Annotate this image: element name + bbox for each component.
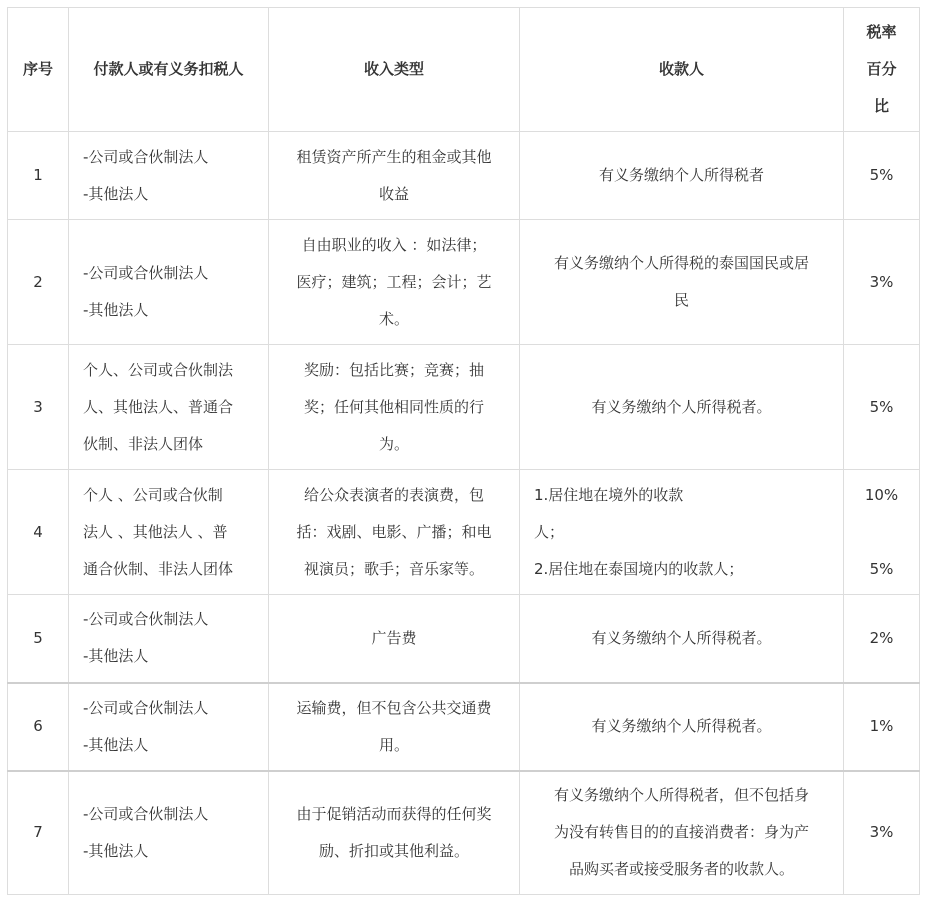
header-row — [8, 8, 920, 132]
cell-line: 有义务缴纳个人所得税者。 — [591, 397, 772, 416]
cell-payee — [520, 470, 844, 595]
cell-line: 品购买者或接受服务者的收款人。 — [568, 860, 794, 879]
cell-line: 1% — [869, 717, 894, 735]
cell-line: 术。 — [378, 309, 409, 328]
cell-income-type — [269, 132, 520, 220]
cell-line: 收益 — [378, 184, 409, 203]
cell-income-type — [269, 345, 520, 470]
cell-line: 2.居住地在泰国境内的收款人； — [534, 559, 744, 578]
cell-line: 个人 、公司或合伙制 — [83, 485, 223, 504]
cell-payer — [69, 470, 269, 595]
cell-line: 有义务缴纳个人所得税者。 — [591, 628, 772, 647]
table-row — [8, 595, 920, 683]
cell-income-type — [269, 470, 520, 595]
cell-income-type — [269, 683, 520, 771]
cell-payee — [520, 683, 844, 771]
cell-line: -公司或合伙制法人 — [83, 698, 209, 717]
cell-line: 为。 — [378, 434, 409, 453]
cell-payee — [520, 132, 844, 220]
cell-line: 伙制、非法人团体 — [83, 434, 204, 453]
cell-payer — [69, 220, 269, 345]
header-payee: 收款人 — [520, 8, 844, 132]
table-row — [8, 345, 920, 470]
header-rate-line: 百分 — [866, 60, 897, 78]
cell-payee — [520, 345, 844, 470]
cell-spacer — [858, 514, 905, 551]
table-row — [8, 683, 920, 771]
cell-line: 视演员；歌手；音乐家等。 — [303, 559, 484, 578]
cell-line: 奖励：包括比赛；竞赛；抽 — [303, 360, 484, 379]
table-row — [8, 132, 920, 220]
cell-line: 运输费，但不包含公共交通费 — [296, 698, 492, 717]
cell-line: -公司或合伙制法人 — [83, 264, 209, 282]
cell-rate — [844, 470, 920, 595]
cell-payer — [69, 132, 269, 220]
cell-line: 有义务缴纳个人所得税者。 — [591, 717, 772, 735]
cell-line: 由于促销活动而获得的任何奖 — [296, 804, 492, 823]
cell-line: 通合伙制、非法人团体 — [83, 559, 234, 578]
cell-no: 5 — [8, 595, 69, 683]
cell-line: 奖；任何其他相同性质的行 — [303, 397, 484, 416]
cell-rate — [844, 771, 920, 895]
cell-payee — [520, 771, 844, 895]
cell-no: 3 — [8, 345, 69, 470]
withholding-tax-table — [7, 7, 920, 895]
cell-no: 1 — [8, 132, 69, 220]
cell-no: 4 — [8, 470, 69, 595]
cell-line: 有义务缴纳个人所得税的泰国国民或居 — [553, 254, 809, 272]
cell-no: 6 — [8, 683, 69, 771]
cell-line: 5% — [869, 559, 894, 578]
cell-line: -其他法人 — [83, 841, 149, 860]
cell-line: 法人 、其他法人 、普 — [83, 522, 228, 541]
cell-line: 个人、公司或合伙制法 — [83, 360, 234, 379]
cell-payer — [69, 771, 269, 895]
table-row — [8, 771, 920, 895]
cell-line: -公司或合伙制法人 — [83, 610, 209, 629]
cell-line: 医疗；建筑；工程；会计；艺 — [296, 272, 492, 291]
header-rate — [844, 8, 920, 132]
cell-payee — [520, 595, 844, 683]
cell-payer — [69, 595, 269, 683]
cell-payer — [69, 345, 269, 470]
cell-line: 括：戏剧、电影、广播；和电 — [296, 522, 492, 541]
cell-line: 人； — [534, 522, 565, 541]
cell-line: 3% — [869, 823, 894, 842]
cell-line: 租赁资产所产生的租金或其他 — [296, 147, 492, 166]
cell-line: 用。 — [378, 735, 409, 754]
cell-line: -公司或合伙制法人 — [83, 804, 209, 823]
cell-line: -其他法人 — [83, 301, 149, 319]
cell-line: 5% — [869, 166, 894, 184]
cell-income-type — [269, 595, 520, 683]
cell-line: 人、其他法人、普通合 — [83, 397, 234, 416]
cell-line: 给公众表演者的表演费，包 — [303, 485, 484, 504]
cell-line: 有义务缴纳个人所得税者 — [598, 166, 764, 184]
table-row — [8, 220, 920, 345]
cell-payee — [520, 220, 844, 345]
cell-line: -其他法人 — [83, 735, 149, 754]
cell-payer — [69, 683, 269, 771]
cell-income-type — [269, 220, 520, 345]
table-row — [8, 470, 920, 595]
cell-no: 7 — [8, 771, 69, 895]
cell-rate — [844, 595, 920, 683]
cell-income-type — [269, 771, 520, 895]
header-payer: 付款人或有义务扣税人 — [69, 8, 269, 132]
cell-rate — [844, 220, 920, 345]
cell-line: 有义务缴纳个人所得税者，但不包括身 — [553, 786, 809, 805]
cell-line: -其他法人 — [83, 184, 149, 203]
cell-line: 3% — [869, 272, 894, 291]
cell-line: 2% — [869, 628, 894, 647]
header-income-type: 收入类型 — [269, 8, 520, 132]
cell-line: 5% — [869, 397, 894, 416]
cell-line: 广告费 — [371, 628, 417, 647]
cell-rate — [844, 683, 920, 771]
cell-line: 为没有转售目的的直接消费者：身为产 — [553, 823, 809, 842]
header-no: 序号 — [8, 8, 69, 132]
cell-line: 励、折扣或其他利益。 — [318, 841, 469, 860]
cell-line: -公司或合伙制法人 — [83, 147, 209, 166]
cell-line: 10% — [864, 485, 899, 504]
header-rate-line: 比 — [873, 97, 889, 115]
cell-rate — [844, 345, 920, 470]
cell-no: 2 — [8, 220, 69, 345]
cell-line: 1.居住地在境外的收款 — [534, 485, 684, 504]
cell-line: 民 — [673, 291, 689, 309]
cell-line: 自由职业的收入 ：如法律； — [301, 235, 487, 254]
header-rate-line: 税率 — [866, 23, 897, 41]
cell-line: -其他法人 — [83, 647, 149, 666]
cell-rate — [844, 132, 920, 220]
